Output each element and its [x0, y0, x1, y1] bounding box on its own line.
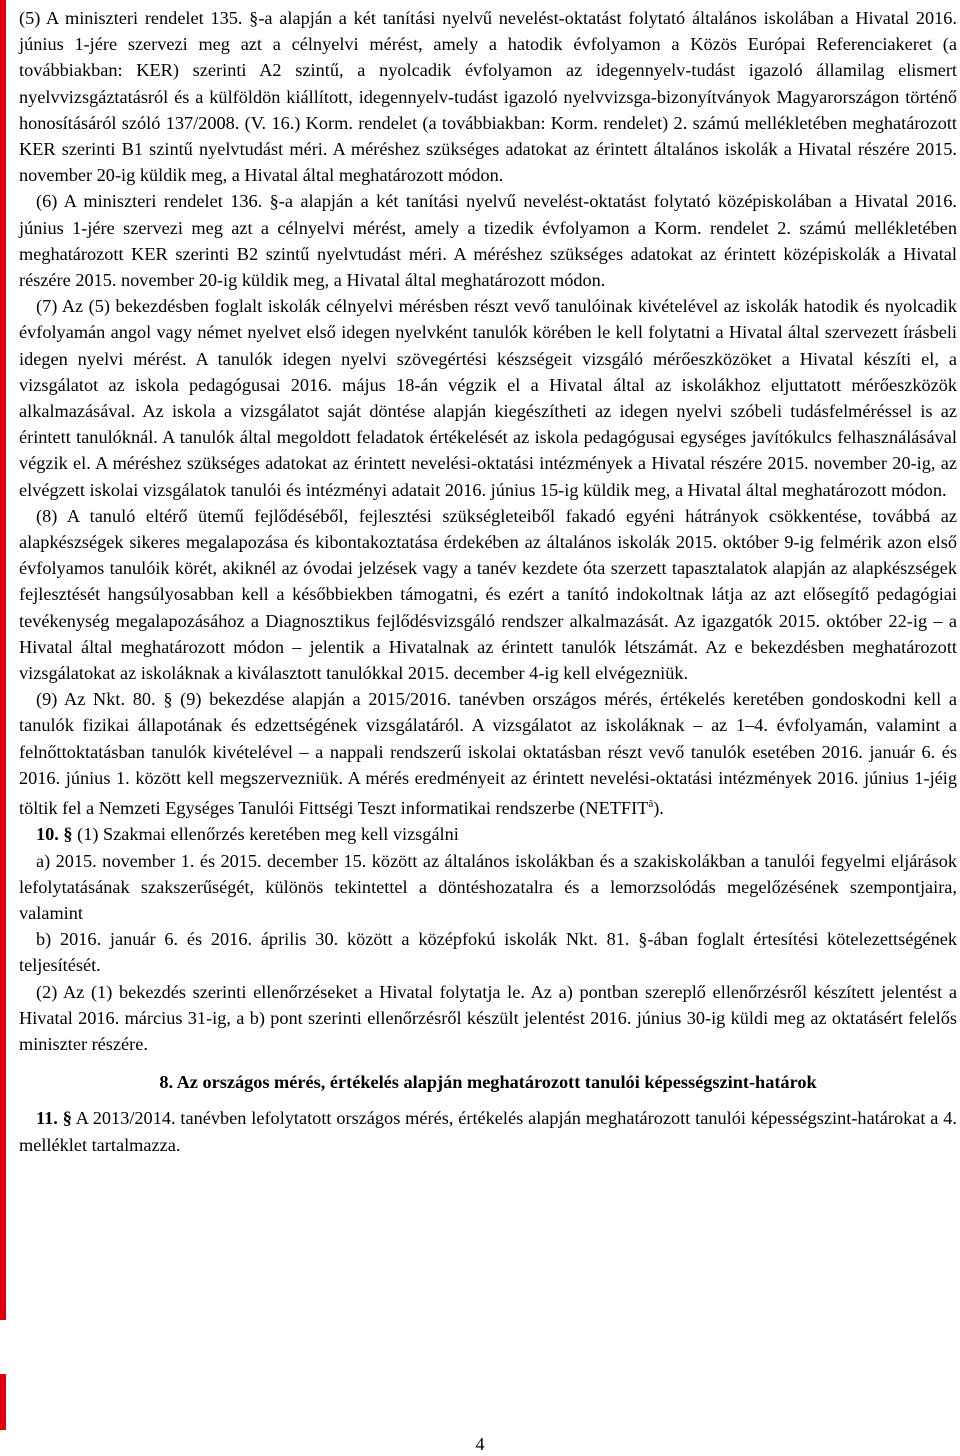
paragraph-6: (6) A miniszteri rendelet 136. §-a alapján a két tanítási nyelvű nevelést-oktatást folytató középiskolában a Hivatal 2016. június 1-jére szervezi meg azt a célnyelvi mérést, amely a tizedik évfolyamon a Korm. rendelet 2. számú mellékletében meghatározott KER szerinti B2 szintű nyelvtudást méri. A méréshez szükséges adatokat az érintett középiskolák a Hivatal részére 2015. november 20-ig küldik meg, a Hivatal által meghatározott módon.	[19, 191, 957, 291]
list-item-b: b) 2016. január 6. és 2016. április 30. között a középfokú iskolák Nkt. 81. §-ában foglalt értesítési kötelezettségének teljesítését.	[19, 929, 957, 976]
section-10-intro	[19, 821, 957, 847]
netfit-close: ).	[653, 798, 664, 819]
section-10-number: 10. §	[36, 824, 73, 845]
section-11-text: A 2013/2014. tanévben lefolytatott országos mérés, értékelés alapján meghatározott tanulói képességszint-határokat a 4. melléklet tartalmazza.	[19, 1108, 957, 1155]
paragraph-9	[19, 686, 957, 821]
change-bar-bottom	[0, 1374, 6, 1430]
paragraph-9-text: (9) Az Nkt. 80. § (9) bekezdése alapján a 2015/2016. tanévben országos mérés, értékelés keretében gondoskodni kell a tanulók fizikai állapotának és edzettségének vizsgálatáról. A vizsgálatot az iskoláknak – az 1–4. évfolyamán, valamint a felnőttoktatásban tanulók kivételével – a nappali rendszerű iskolai oktatásban részt vevő tanulók esetében 2016. január 6. és 2016. június 1. között kell megszervezniük. A mérés eredményeit az érintett nevelési-oktatási intézmények 2016. június 1-jéig töltik fel a Nemzeti Egységes Tanulói Fittségi Teszt informatikai rendszerbe (NETFIT	[19, 689, 957, 819]
paragraph-8: (8) A tanuló eltérő ütemű fejlődéséből, fejlesztési szükségleteiből fakadó egyéni hátrányok csökkentése, továbbá az alapkészségek sikeres megalapozása és kibontakoztatása érdekében az általános iskolák 2015. október 9-ig felmérik azon első évfolyamos tanulóik körét, akiknél az óvodai jelzések vagy a tanév kezdete óta szerzett tapasztalatok alapján az alapkészségek fejlesztését hangsúlyosabban kell a későbbiekben támogatni, és ezért a tanító indokoltnak látja az azt elősegítő pedagógiai tevékenység megalapozásához a Diagnosztikus fejlődésvizsgáló rendszer alkalmazását. Az igazgatók 2015. október 22-ig – a Hivatal által meghatározott módon – jelentik a Hivatalnak az érintett tanulók létszámát. Az e bekezdésben meghatározott vizsgálatokat az iskoláknak a kiválasztott tanulókkal 2015. december 4-ig kell elvégezniük.	[19, 505, 957, 684]
section-10-paragraph-2: (2) Az (1) bekezdés szerinti ellenőrzéseket a Hivatal folytatja le. Az a) pontban szereplő ellenőrzésről készített jelentést a Hivatal 2016. március 31-ig, a b) pont szerinti ellenőrzésről készült jelentést 2016. június 30-ig küldi meg az oktatásért felelős miniszter részére.	[19, 981, 957, 1055]
section-11-number: 11. §	[36, 1108, 72, 1129]
section-10-text: (1) Szakmai ellenőrzés keretében meg kell vizsgálni	[72, 824, 459, 845]
page-number: 4	[475, 1434, 485, 1454]
section-11	[19, 1105, 957, 1157]
section-heading: 8. Az országos mérés, értékelés alapján meghatározott tanulói képességszint-határok	[159, 1072, 817, 1093]
paragraph-7: (7) Az (5) bekezdésben foglalt iskolák célnyelvi mérésben részt vevő tanulóinak kivételével az iskolák hatodik és nyolcadik évfolyamán angol vagy német nyelvet első idegen nyelvként tanulók körében le kell folytatni a Hivatal által szervezett írásbeli idegen nyelvi mérést. A tanulók idegen nyelvi szövegértési készségeit vizsgáló mérőeszközöket a Hivatal készíti el, a vizsgálatot az iskola pedagógusai 2016. május 18-án végzik el a Hivatal által az iskolákhoz eljuttatott mérőeszközök alkalmazásával. Az iskola a vizsgálatot saját döntése alapján kiegészítheti az idegen nyelvi szóbeli tudásfelméréssel is az érintett tanulóknál. A tanulók által megoldott feladatok értékelését az iskola pedagógusai egységes javítókulcs felhasználásával végzik el. A méréshez szükséges adatokat az érintett nevelési-oktatási intézmények a Hivatal részére 2015. november 20-ig, az elvégzett iskolai vizsgálatok tanulói és intézményi adatait 2016. június 15-ig küldik meg, a Hivatal által meghatározott módon.	[19, 296, 957, 500]
paragraph-5: (5) A miniszteri rendelet 135. §-a alapján a két tanítási nyelvű nevelést-oktatást folytató általános iskolában a Hivatal 2016. június 1-jére szervezi meg azt a célnyelvi mérést, amely a hatodik évfolyamon a Közös Európai Referenciakeret (a továbbiakban: KER) szerinti A2 szintű, a nyolcadik évfolyamon az idegennyelv-tudást igazoló államilag elismert nyelvvizsgáztatásról és a külföldön kiállított, idegennyelv-tudást igazoló nyelvvizsga-bizonyítványok Magyarországon történő honosításáról szóló 137/2008. (V. 16.) Korm. rendelet (a továbbiakban: Korm. rendelet) 2. számú mellékletében meghatározott KER szerinti B1 szintű nyelvtudást méri. A méréshez szükséges adatokat az érintett általános iskolák a Hivatal részére 2015. november 20-ig küldik meg, a Hivatal által meghatározott módon.	[19, 8, 957, 186]
list-item-a: a) 2015. november 1. és 2015. december 15. között az általános iskolákban és a szakiskolákban a tanulói fegyelmi eljárások lefolytatásának szakszerűségét, különös tekintettel a döntéshozatalra és a lemorzsolódás megelőzésének szempontjaira, valamint	[19, 850, 957, 923]
netfit-superscript: â	[648, 798, 654, 811]
change-bar-top	[0, 0, 6, 1320]
document-page	[19, 5, 957, 1158]
